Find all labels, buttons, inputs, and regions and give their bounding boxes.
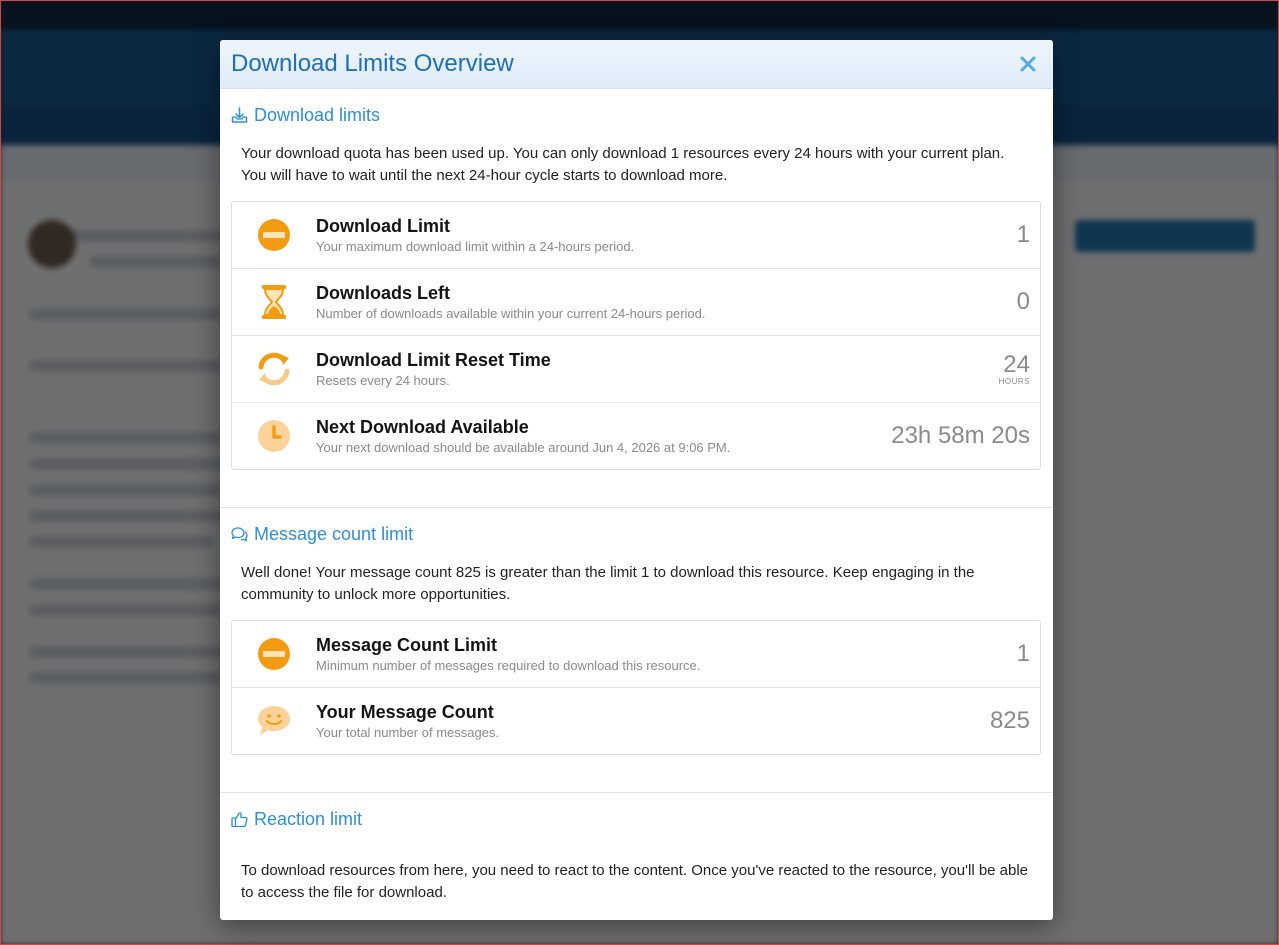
thumbs-up-icon — [231, 811, 248, 828]
download-quota-message: Your download quota has been used up. You can only download 1 resources every 24 hours with your current plan. You will have to wait until the next 24-hour cycle starts to download more. — [241, 145, 1005, 184]
downloads-left-value: 0 — [1016, 288, 1030, 315]
your-message-count-value: 825 — [989, 707, 1030, 734]
message-count-table — [231, 620, 1041, 755]
refresh-icon — [256, 351, 292, 387]
reaction-limit-section — [220, 792, 1053, 904]
minus-circle-icon — [257, 637, 291, 671]
download-limit-row — [232, 202, 1040, 268]
modal-header — [220, 40, 1053, 89]
row-title: Next Download Available — [316, 416, 529, 437]
next-download-countdown: 23h 58m 20s — [891, 422, 1030, 449]
row-description: Your maximum download limit within a 24-hours period. — [316, 238, 635, 254]
reaction-limit-heading — [231, 793, 1041, 843]
reaction-limit-message: To download resources from here, you need to react to the content. Once you've reacted to the resource, you'll be able to access the file for download. — [241, 862, 1029, 901]
download-limits-heading — [231, 89, 1041, 139]
row-description: Number of downloads available within your current 24-hours period. — [316, 305, 706, 321]
row-title: Downloads Left — [316, 282, 450, 303]
minus-circle-icon — [257, 218, 291, 252]
modal-title: Download Limits Overview — [231, 50, 514, 77]
close-button[interactable] — [1015, 51, 1041, 77]
row-title: Message Count Limit — [316, 634, 498, 655]
row-description: Your next download should be available around Jun 4, 2026 at 9:06 PM. — [316, 439, 731, 455]
download-limits-modal — [220, 40, 1053, 920]
hourglass-icon — [259, 284, 289, 320]
message-count-limit-value: 1 — [1016, 640, 1030, 667]
section-heading-label: Download limits — [254, 104, 381, 125]
next-download-row — [232, 402, 1040, 469]
downloads-left-row — [232, 268, 1040, 335]
row-title: Download Limit Reset Time — [316, 349, 551, 370]
message-count-message: Well done! Your message count 825 is greater than the limit 1 to download this resource. Keep engaging in the community to unlock more opportunities. — [241, 564, 975, 603]
download-limit-value: 1 — [1016, 221, 1030, 248]
row-title: Download Limit — [316, 215, 450, 236]
row-title: Your Message Count — [316, 701, 494, 722]
reset-time-value: 24 — [1003, 351, 1030, 378]
download-limits-table — [231, 201, 1041, 470]
smile-chat-icon — [256, 704, 292, 738]
your-message-count-row — [232, 687, 1040, 754]
message-count-heading — [231, 508, 1041, 558]
comments-icon — [231, 527, 248, 542]
section-heading-label: Message count limit — [254, 523, 414, 544]
reset-time-row — [232, 335, 1040, 402]
message-count-limit-row — [232, 621, 1040, 687]
close-icon — [1019, 55, 1037, 73]
row-description: Minimum number of messages required to download this resource. — [316, 657, 701, 673]
message-count-section — [220, 507, 1053, 792]
clock-icon — [257, 419, 291, 453]
download-tray-icon — [231, 107, 248, 124]
row-description: Resets every 24 hours. — [316, 372, 450, 388]
reset-time-unit: HOURS — [998, 377, 1030, 386]
section-heading-label: Reaction limit — [254, 808, 363, 829]
row-description: Your total number of messages. — [316, 724, 500, 740]
download-limits-section — [220, 89, 1053, 507]
